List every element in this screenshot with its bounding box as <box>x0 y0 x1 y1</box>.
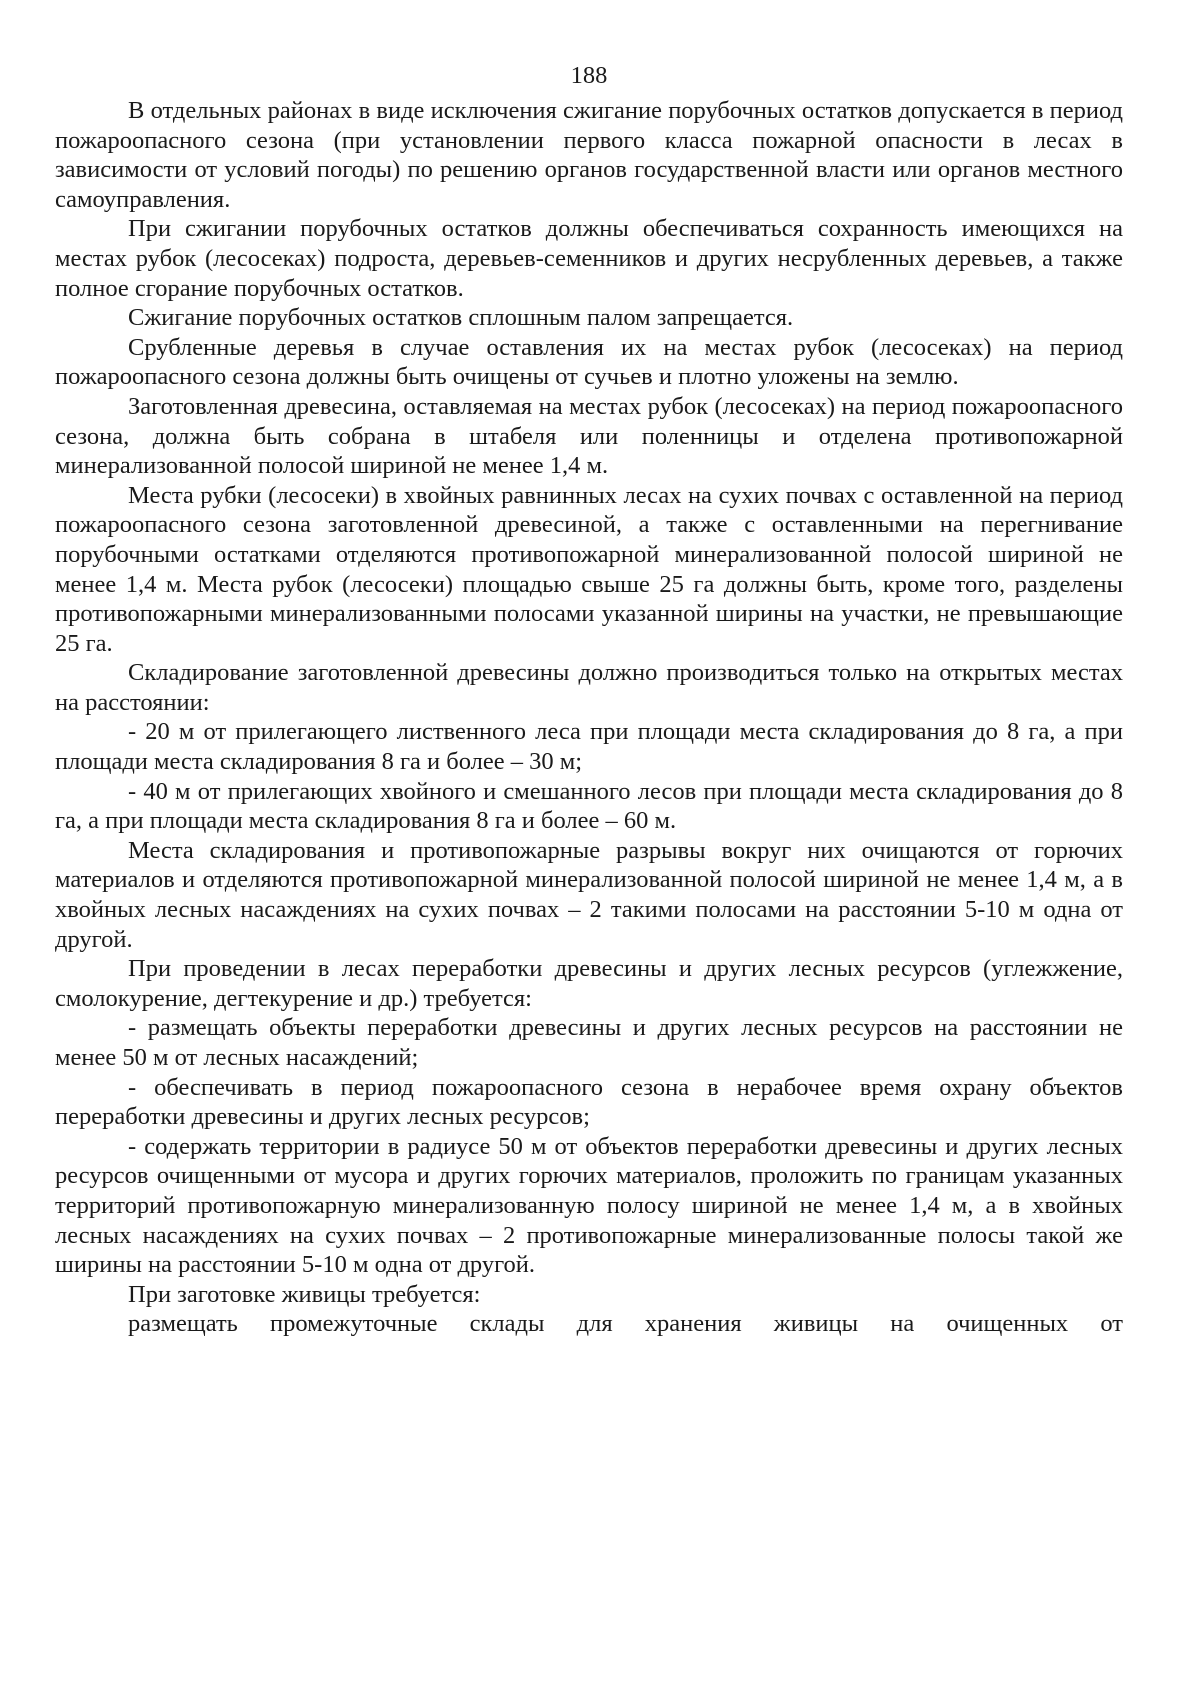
list-item: - содержать территории в радиусе 50 м от объектов переработки древесины и других лесных ресурсов очищенными от мусора и других горючих материалов, проложить по границам указанных территорий противопожарную минерализованную полосу шириной не менее 1,4 м, а в хвойных лесных насаждениях на сухих почвах – 2 противопожарные минерализованные полосы такой же ширины на расстоянии 5-10 м одна от другой. <box>55 1132 1123 1279</box>
paragraph: Срубленные деревья в случае оставления их на местах рубок (лесосеках) на период пожароопасного сезона должны быть очищены от сучьев и плотно уложены на землю. <box>55 333 1123 391</box>
list-item: - обеспечивать в период пожароопасного сезона в нерабочее время охрану объектов переработки древесины и других лесных ресурсов; <box>55 1073 1123 1131</box>
paragraph: Заготовленная древесина, оставляемая на местах рубок (лесосеках) на период пожароопасного сезона, должна быть собрана в штабеля или поленницы и отделена противопожарной минерализованной полосой шириной не менее 1,4 м. <box>55 392 1123 480</box>
paragraph: Складирование заготовленной древесины должно производиться только на открытых местах на расстоянии: <box>55 659 1123 716</box>
list-item: - 20 м от прилегающего лиственного леса при площади места складирования до 8 га, а при площади места складирования 8 га и более – 30 м; <box>55 718 1123 776</box>
list-item: - размещать объекты переработки древесины и других лесных ресурсов на расстоянии не менее 50 м от лесных насаждений; <box>55 1014 1123 1071</box>
paragraph: Места рубки (лесосеки) в хвойных равнинных лесах на сухих почвах с оставленной на период пожароопасного сезона заготовленной древесиной, а также с оставленными на перегнивание порубочными остатками отделяются противопожарной минерализованной полосой шириной не менее 1,4 м. Места рубок (лесосеки) площадью свыше 25 га должны быть, кроме того, разделены противопожарными минерализованными полосами указанной ширины на участки, не превышающие 25 га. <box>55 481 1123 657</box>
paragraph: В отдельных районах в виде исключения сжигание порубочных остатков допускается в период пожароопасного сезона (при установлении первого класса пожарной опасности в лесах в зависимости от условий погоды) по решению органов государственной власти или органов местного самоуправления. <box>55 97 1123 213</box>
paragraph: Места складирования и противопожарные разрывы вокруг них очищаются от горючих материалов и отделяются противопожарной минерализованной полосой шириной не менее 1,4 м, а в хвойных лесных насаждениях на сухих почвах – 2 такими полосами на расстоянии 5-10 м одна от другой. <box>55 836 1123 953</box>
page-number: 188 <box>570 62 608 89</box>
paragraph: Сжигание порубочных остатков сплошным палом запрещается. <box>128 304 794 332</box>
document-page <box>55 60 1123 1339</box>
paragraph: При проведении в лесах переработки древесины и других лесных ресурсов (углежжение, смолокурение, дегтекурение и др.) требуется: <box>55 955 1123 1012</box>
paragraph: При заготовке живицы требуется: <box>128 1280 481 1308</box>
paragraph: размещать промежуточные склады для хранения живицы на очищенных от <box>128 1310 1123 1338</box>
list-item: - 40 м от прилегающих хвойного и смешанного лесов при площади места складирования до 8 га, а при площади места складирования 8 га и более – 60 м. <box>55 777 1123 835</box>
paragraph: При сжигании порубочных остатков должны обеспечиваться сохранность имеющихся на местах рубок (лесосеках) подроста, деревьев-семенников и других несрубленных деревьев, а также полное сгорание порубочных остатков. <box>55 215 1123 302</box>
